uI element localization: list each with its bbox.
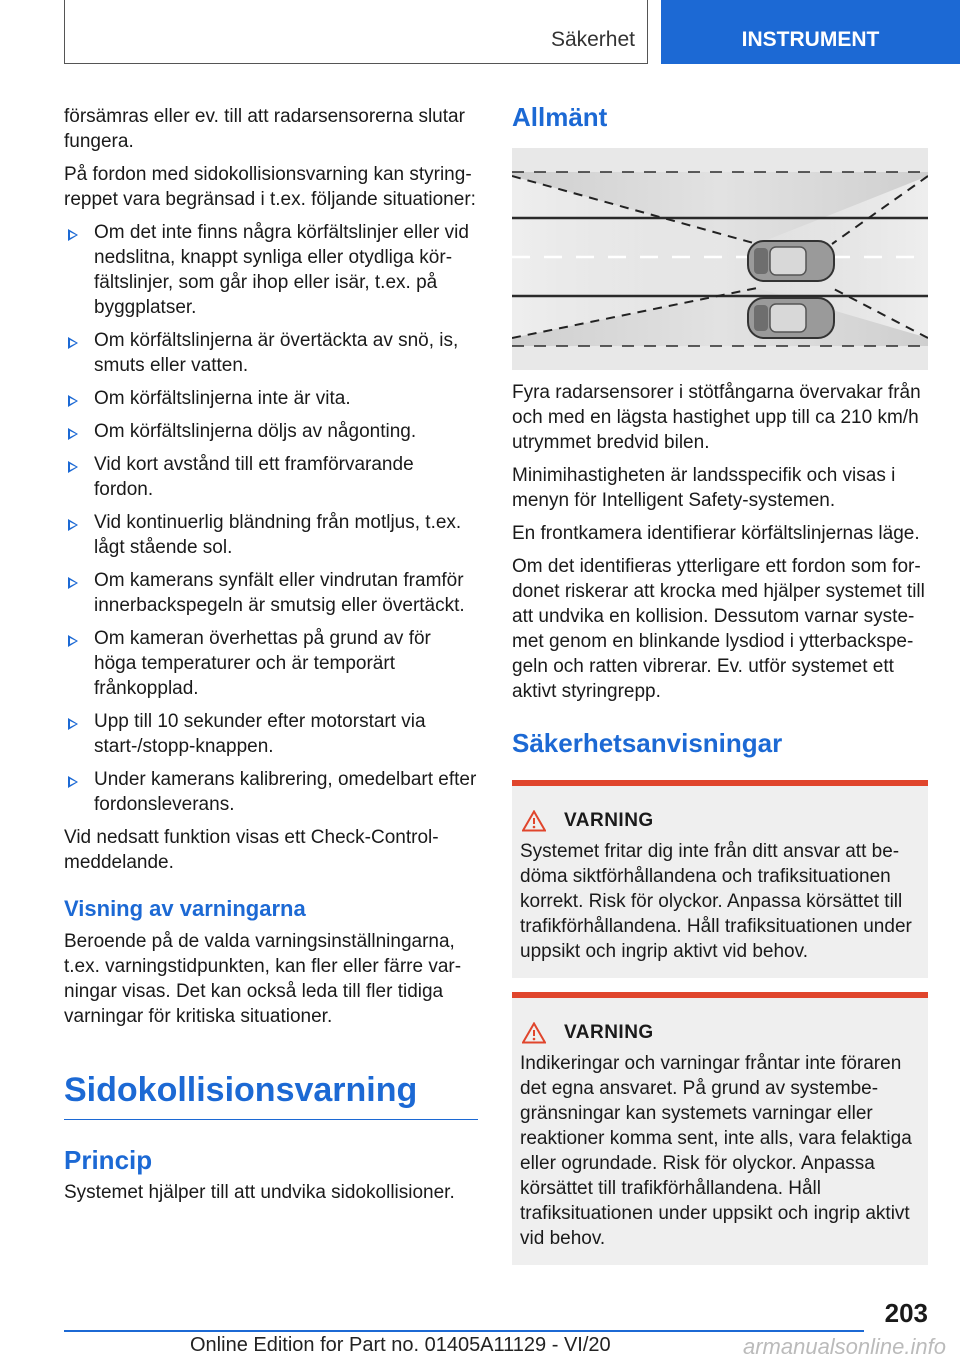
list-item xyxy=(64,626,478,701)
list-item xyxy=(64,386,478,411)
list-item-text: Om körfältslinjerna inte är vita. xyxy=(94,388,351,409)
right-column xyxy=(512,100,928,1279)
triangle-bullet-icon xyxy=(68,776,78,788)
page-number: 203 xyxy=(884,1298,928,1328)
list-item xyxy=(64,510,478,560)
triangle-bullet-icon xyxy=(68,461,78,473)
list-item-text: Om kameran överhettas på grund av för höga temperaturer och är temporärt frånkopplad. xyxy=(94,628,431,699)
triangle-bullet-icon xyxy=(68,337,78,349)
list-item xyxy=(64,709,478,759)
general-paragraph-3: En frontkamera identifierar körfältslinjernas läge. xyxy=(512,523,920,544)
list-item-text: Om kamerans synfält eller vindrutan framför innerbackspegeln är smutsig eller övertäckt. xyxy=(94,570,465,616)
list-item xyxy=(64,328,478,378)
triangle-bullet-icon xyxy=(68,229,78,241)
heading-display-warnings: Visning av varningarna xyxy=(64,896,306,921)
triangle-bullet-icon xyxy=(68,577,78,589)
heading-safety: Säkerhetsanvisningar xyxy=(512,728,783,758)
warning-box xyxy=(512,992,928,1265)
heading-general: Allmänt xyxy=(512,102,608,132)
list-item-text: Om körfältslinjerna döljs av någonting. xyxy=(94,421,417,442)
header-tab-instrument[interactable] xyxy=(661,0,960,64)
situations-list xyxy=(64,220,478,817)
list-item-text: Om körfältslinjerna är övertäckta av snö, is, smuts eller vatten. xyxy=(94,330,459,376)
list-item xyxy=(64,452,478,502)
display-paragraph: Beroende på de valda varningsinställningarna, t.ex. varningstidpunkten, kan fler eller färre varningar visas. Det kan också leda till fler tidiga varningar för kritiska situationer. xyxy=(64,931,462,1027)
footer-divider xyxy=(64,1330,864,1332)
list-item xyxy=(64,767,478,817)
triangle-bullet-icon xyxy=(68,428,78,440)
list-item-text: Om det inte finns några körfältslinjer eller vid nedslitna, knappt synliga eller otydliga körfältslinjer, som går ihop eller isär, t.ex. på byggplatser. xyxy=(94,222,469,318)
outro-paragraph: Vid nedsatt funktion visas ett Check-Control-meddelande. xyxy=(64,827,439,873)
header-section-title: Säkerhet xyxy=(550,28,635,51)
list-item-text: Under kamerans kalibrering, omedelbart efter fordonsleverans. xyxy=(94,769,477,815)
warning-title: VARNING xyxy=(564,1022,654,1043)
triangle-bullet-icon xyxy=(68,519,78,531)
triangle-bullet-icon xyxy=(68,635,78,647)
warning-text: Systemet fritar dig inte från ditt ansvar att bedöma siktförhållandena och trafiksituationen korrekt. Risk för olyckor. Anpassa körsättet till trafikförhållandena. Håll trafiksituationen under uppsikt och ingrip aktivt vid behov. xyxy=(520,841,912,962)
warning-title: VARNING xyxy=(564,810,654,831)
heading-principle: Princip xyxy=(64,1145,153,1175)
left-column xyxy=(64,104,478,1213)
side-collision-illustration xyxy=(512,148,928,370)
list-item-text: Upp till 10 sekunder efter motorstart via start-/stopp-knappen. xyxy=(94,711,426,757)
warning-text: Indikeringar och varningar fråntar inte föraren det egna ansvaret. På grund av systembegränsningar kan systemets varningar eller reaktioner komma sent, inte alls, vara felaktiga eller ogrundade. Risk för olyckor. Anpassa körsättet till trafikförhållandena. Håll trafiksituationen under uppsikt och ingrip aktivt vid behov. xyxy=(520,1053,912,1249)
list-item xyxy=(64,568,478,618)
section-title: Sidokollisionsvarning xyxy=(64,1069,478,1120)
list-item xyxy=(64,220,478,320)
list-item-text: Vid kort avstånd till ett framförvarande fordon. xyxy=(94,454,414,500)
general-paragraph-4: Om det identifieras ytterligare ett fordon som fordonet riskerar att krocka med hjälper systemet till att undvika en kollision. Dessutom varnar systemet genom en blinkande lysdiod i ytterbackspegeln och ratten vibrerar. Ev. utför systemet ett aktivt styringrepp. xyxy=(512,556,925,702)
footer-edition: Online Edition for Part no. 01405A11129 - VI/20 xyxy=(190,1334,611,1356)
warning-box xyxy=(512,780,928,978)
principle-paragraph: Systemet hjälper till att undvika sidokollisioner. xyxy=(64,1182,455,1203)
other-car-icon xyxy=(748,298,834,338)
header-tab-label: INSTRUMENT xyxy=(741,28,880,51)
intro-paragraph-2: På fordon med sidokollisionsvarning kan styringreppet vara begränsad i t.ex. följande situationer: xyxy=(64,164,476,210)
warning-triangle-icon xyxy=(522,810,546,832)
warning-triangle-icon xyxy=(522,1022,546,1044)
watermark: armanualsonline.info xyxy=(742,1334,946,1359)
ego-car-icon xyxy=(748,241,834,281)
general-paragraph-2: Minimihastigheten är landsspecifik och visas i menyn för Intelligent Safety-systemen. xyxy=(512,465,896,511)
header-frame xyxy=(64,0,648,64)
intro-paragraph-1: försämras eller ev. till att radarsensorerna slutar fungera. xyxy=(64,106,465,152)
triangle-bullet-icon xyxy=(68,395,78,407)
list-item-text: Vid kontinuerlig bländning från motljus, t.ex. lågt stående sol. xyxy=(94,512,462,558)
triangle-bullet-icon xyxy=(68,718,78,730)
general-paragraph-1: Fyra radarsensorer i stötfångarna övervakar från och med en lägsta hastighet upp till ca 210 km/h utrymmet bredvid bilen. xyxy=(512,382,921,453)
list-item xyxy=(64,419,478,444)
